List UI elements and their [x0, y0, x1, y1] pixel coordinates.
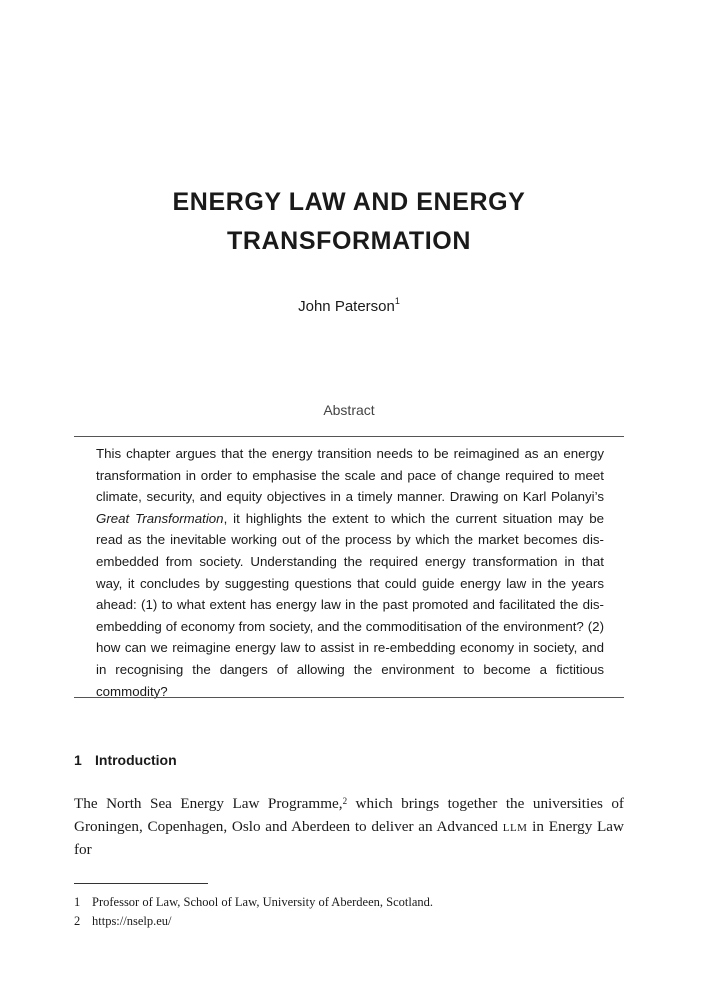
author-line	[74, 298, 624, 315]
abstract-text-part-2: , it highlights the extent to which the current situation may be read as the inevitable working out of the process by which the market becomes dis-embedded from society. Understanding the required energy transformation in that way, it concludes by suggesting questions that could guide energy law in the years ahead: (1) to what extent has energy law in the past promoted and facilitated the dis-embedding of economy from society, and the commoditisation of the environment? (2) how can we reimagine energy law to assist in re-embedding economy in society, and in recognising the dangers of allowing the environment to become a fictitious commodity?	[96, 510, 604, 699]
abstract-text-part-1: This chapter argues that the energy transition needs to be reimagined as an energy transformation in order to emphasise the scale and pace of change required to meet climate, security, and equity objectives in a timely manner. Drawing on Karl Polanyi’s	[96, 446, 604, 505]
footnote-number: 1	[74, 895, 81, 909]
intro-llm-smallcaps: llm	[502, 818, 528, 835]
footnote-text: Professor of Law, School of Law, University of Aberdeen, Scotland.	[92, 895, 434, 909]
abstract-bottom-rule	[74, 697, 624, 698]
footnote-item	[74, 893, 624, 912]
footnote-link[interactable]: https://nselp.eu/	[92, 914, 172, 928]
chapter-title-line-2: TRANSFORMATION	[226, 227, 472, 255]
section-heading	[74, 752, 177, 768]
chapter-title	[74, 183, 624, 261]
author-name: John Paterson	[298, 298, 395, 315]
abstract-heading: Abstract	[323, 402, 375, 418]
intro-paragraph	[74, 792, 624, 861]
author-footnote-ref[interactable]: 1	[394, 296, 400, 306]
section-title: Introduction	[95, 752, 177, 768]
abstract-body	[96, 443, 604, 702]
abstract-top-rule	[74, 436, 624, 437]
abstract-italic-title: Great Transformation	[96, 510, 224, 526]
intro-text-part-2: which brings together the universities of Groningen, Copenhagen, Oslo and Aberdeen to deliver an Advanced	[74, 795, 624, 835]
intro-text-part-1: The North Sea Energy Law Programme,	[74, 795, 343, 812]
section-number: 1	[74, 752, 82, 768]
footnotes	[74, 893, 624, 931]
footnote-item	[74, 912, 624, 931]
intro-text-part-3: in Energy Law for	[74, 818, 624, 858]
chapter-title-line-1: ENERGY LAW AND ENERGY	[172, 188, 526, 216]
intro-footnote-ref[interactable]: 2	[342, 796, 348, 806]
footnote-separator	[74, 883, 208, 884]
footnote-number: 2	[74, 914, 81, 928]
